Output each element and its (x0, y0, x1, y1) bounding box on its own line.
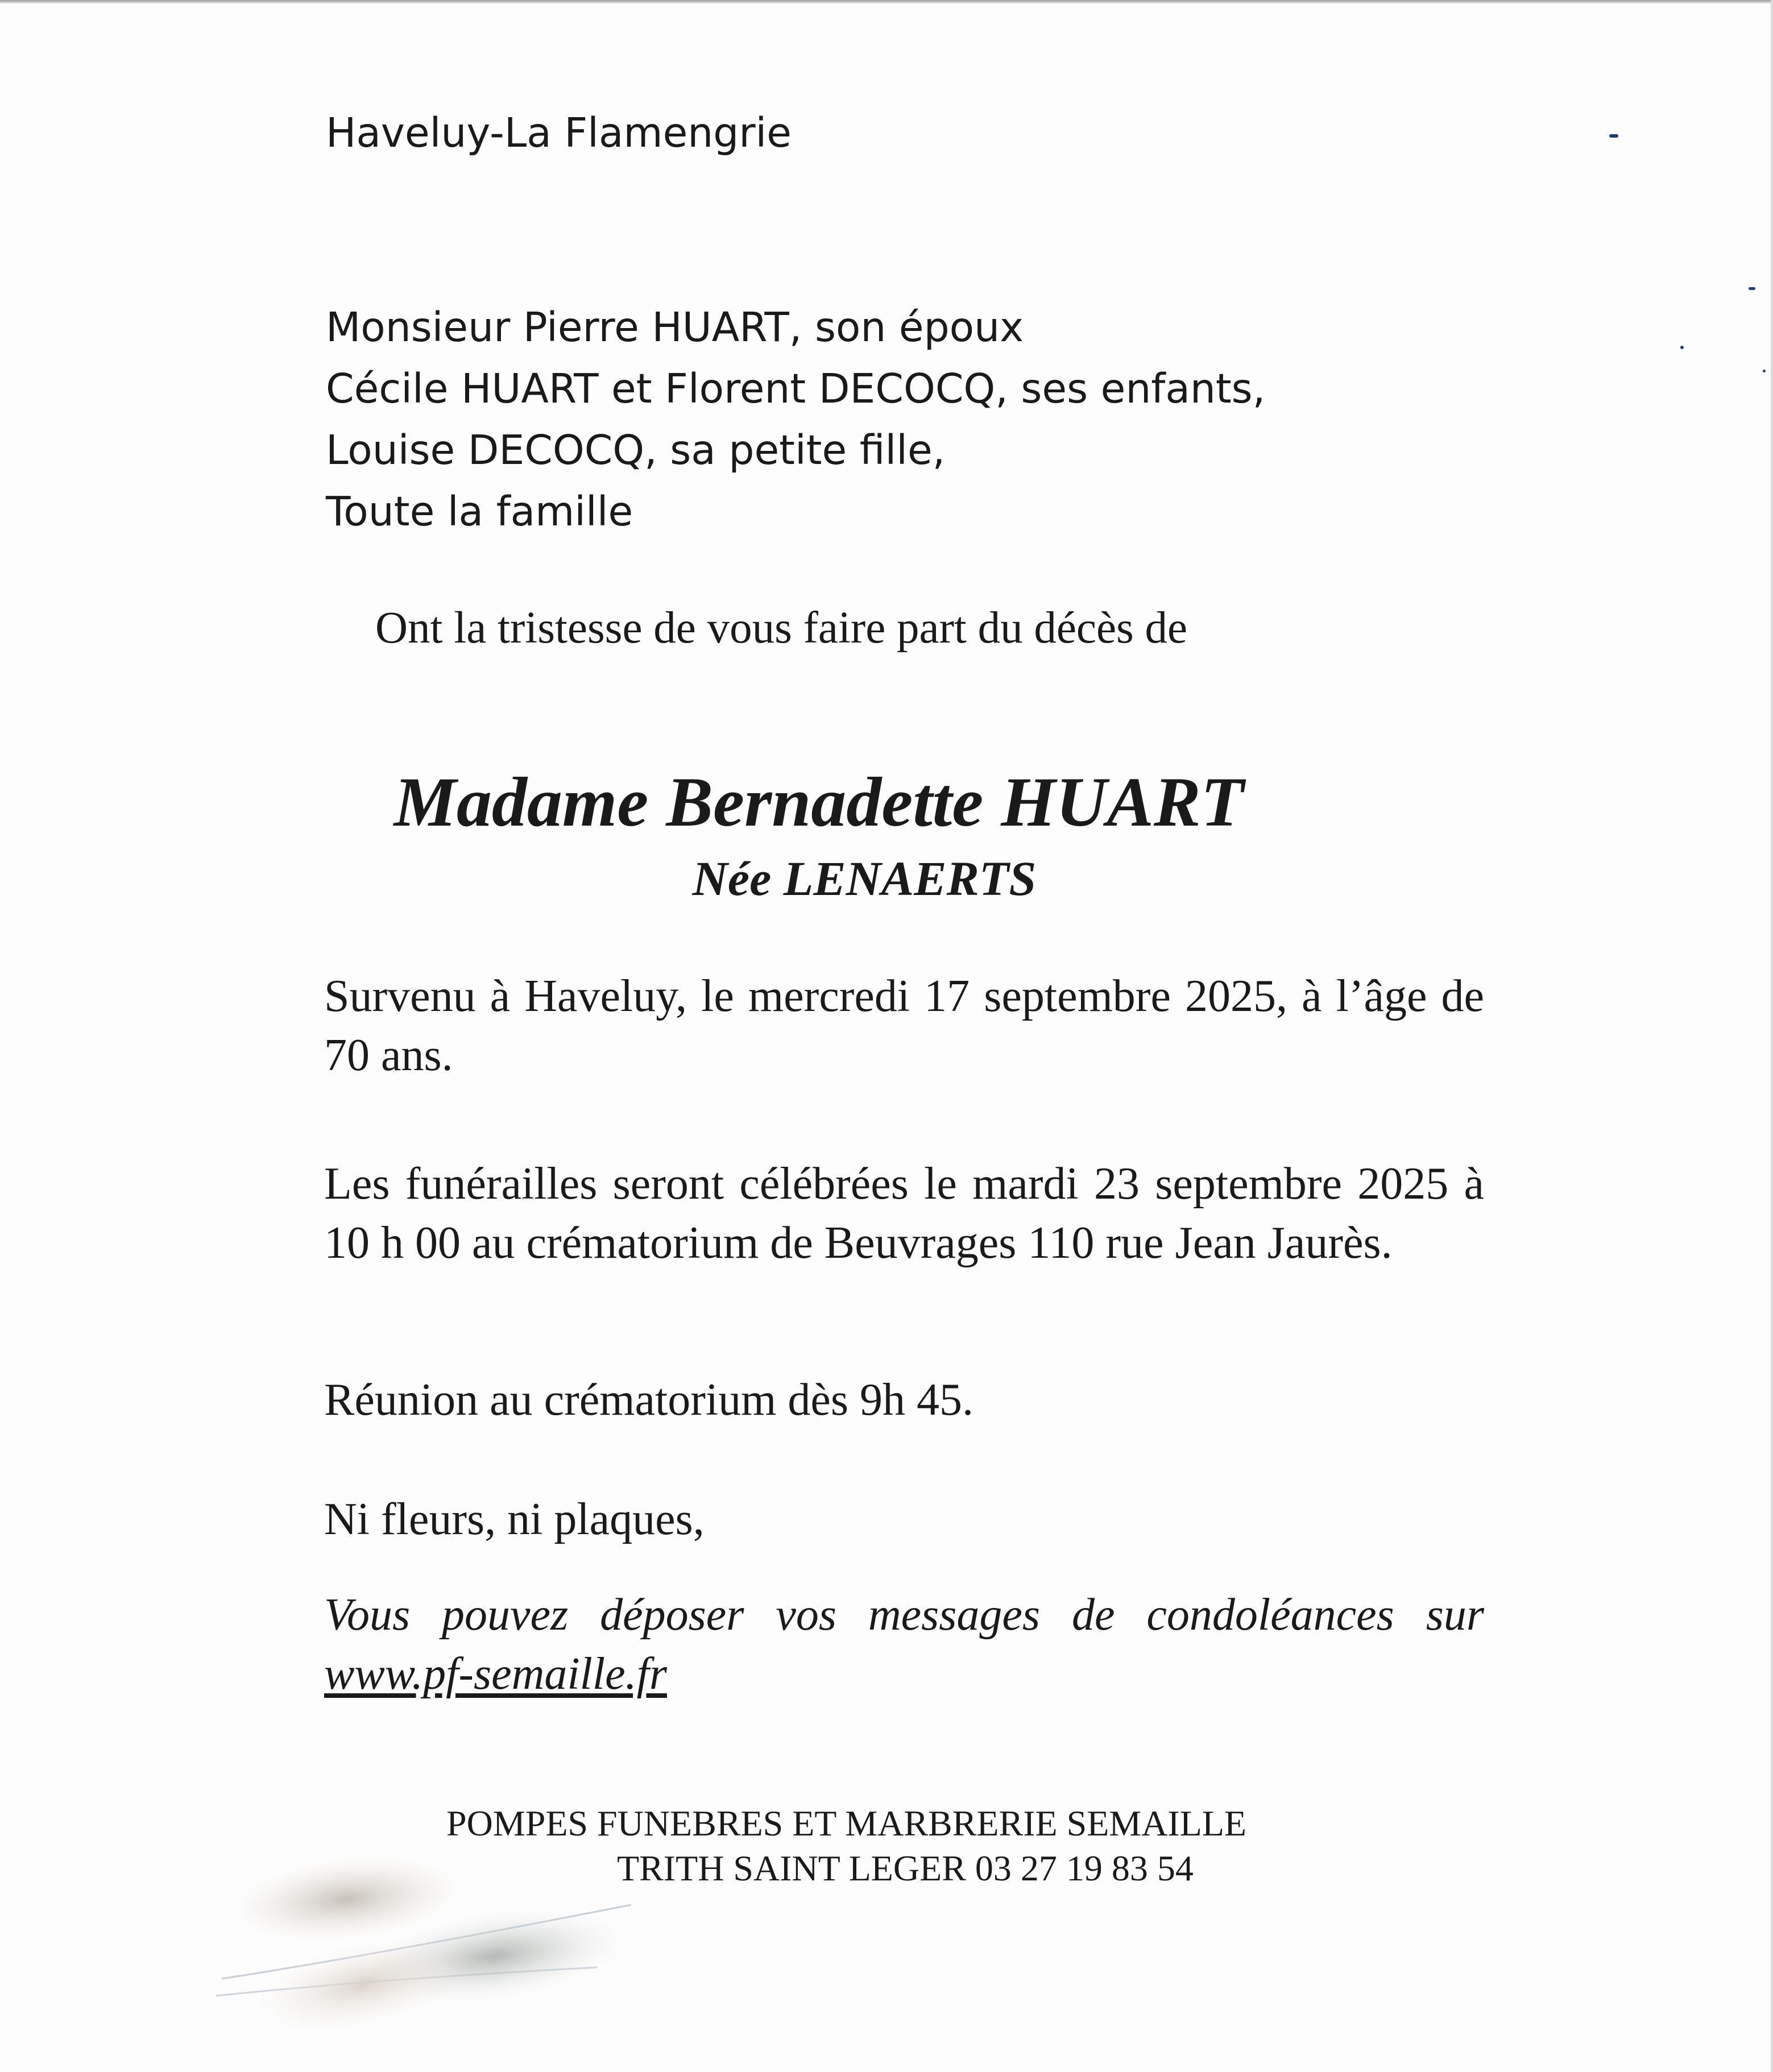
scan-top-edge (0, 0, 1773, 3)
funeral-company-name: POMPES FUNEBRES ET MARBRERIE SEMAILLE (446, 1803, 1246, 1843)
scan-speck (1609, 134, 1618, 138)
family-list (326, 297, 1265, 542)
flowers-text: Ni fleurs, ni plaques, (324, 1494, 705, 1544)
condolences-link[interactable]: www.pf-semaille.fr (324, 1649, 667, 1699)
death-details: Survenu à Haveluy, le mercredi 17 septembre 2025, à l’âge de 70 ans. (324, 971, 1484, 1080)
family-line-children: Cécile HUART et Florent DECOCQ, ses enfants, (326, 365, 1266, 412)
announcement-text: Ont la tristesse de vous faire part du décès de (375, 603, 1188, 653)
reunion-text: Réunion au crématorium dès 9h 45. (324, 1375, 974, 1425)
family-line-granddaughter: Louise DECOCQ, sa petite fille, (326, 426, 946, 474)
scan-speck (1749, 287, 1755, 290)
deceased-name: Madame Bernadette HUART (393, 763, 1244, 841)
funeral-company-contact: TRITH SAINT LEGER 03 27 19 83 54 (617, 1848, 1194, 1888)
family-line-spouse: Monsieur Pierre HUART, son époux (326, 304, 1024, 351)
family-line-family: Toute la famille (326, 488, 633, 535)
condolences-text: Vous pouvez déposer vos messages de condoléances sur (324, 1590, 1484, 1640)
location-heading: Haveluy-La Flamengrie (326, 109, 792, 156)
scan-speck (1680, 346, 1684, 349)
scan-right-edge (1771, 0, 1773, 2072)
maiden-name: Née LENAERTS (692, 851, 1037, 906)
condolences-block (324, 1585, 1484, 1704)
scan-speck (1763, 370, 1766, 372)
funeral-details: Les funérailles seront célébrées le mardi 23 septembre 2025 à 10 h 00 au crématorium de Beuvrages 110 rue Jean Jaurès. (324, 1159, 1484, 1268)
